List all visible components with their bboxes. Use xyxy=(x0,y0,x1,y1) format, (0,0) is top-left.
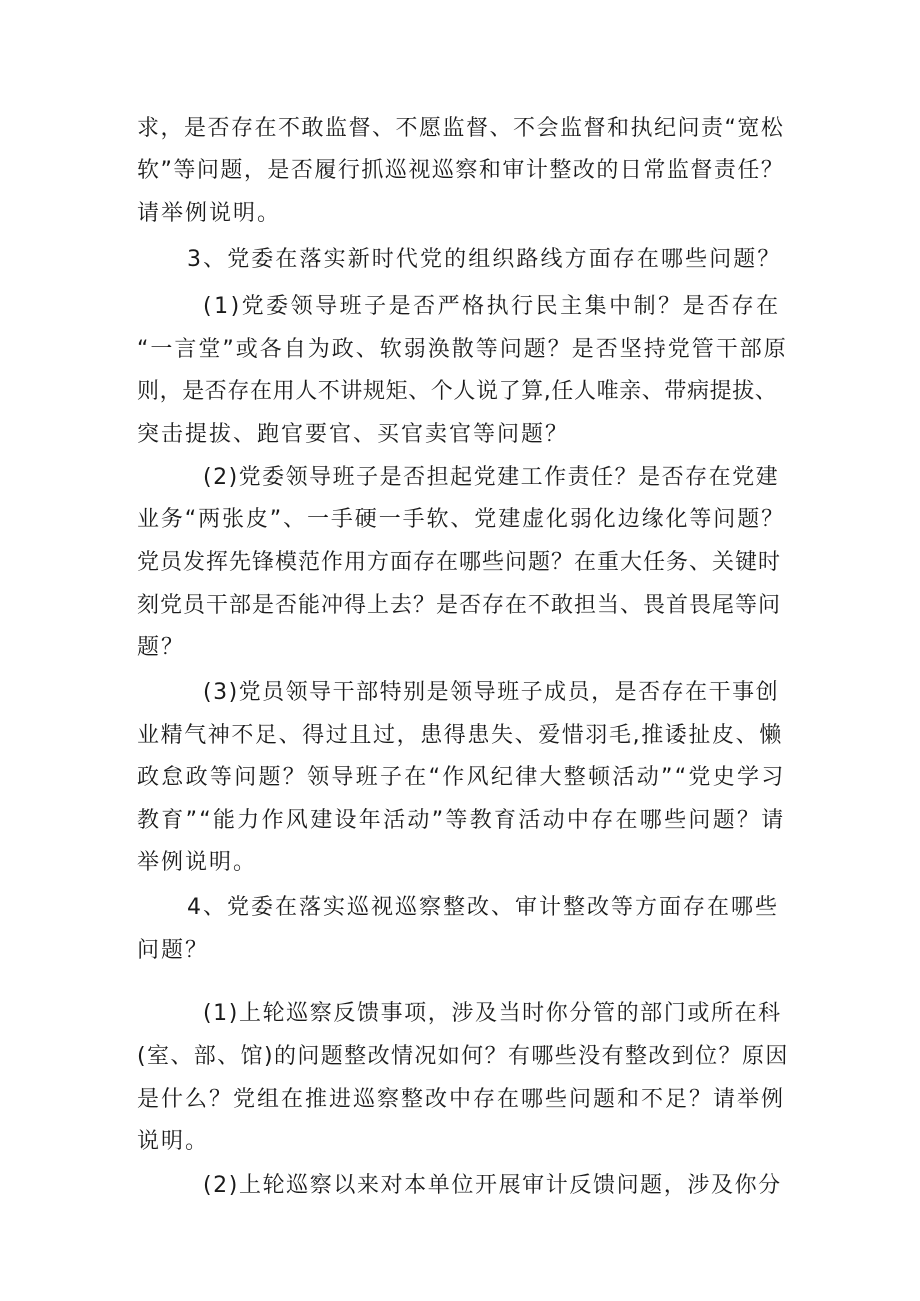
text-line: (1)上轮巡察反馈事项，涉及当时你分管的部门或所在科 xyxy=(203,1001,782,1026)
text-line: 举例说明。 xyxy=(137,850,258,875)
text-line: (1)党委领导班子是否严格执行民主集中制？是否存在 xyxy=(203,294,781,319)
text-line: 是什么？党组在推进巡察整改中存在哪些问题和不足？请举例 xyxy=(137,1087,786,1112)
text-line: (2)党委领导班子是否担起党建工作责任？是否存在党建 xyxy=(203,465,780,490)
text-line: 软”等问题，是否履行抓巡视巡察和审计整改的日常监督责任？ xyxy=(137,158,785,183)
text-line: 问题？ xyxy=(137,938,210,963)
text-line: 党员发挥先锋模范作用方面存在哪些问题？在重大任务、关键时 xyxy=(137,550,782,575)
text-line: 业务“两张皮”、一手硬一手软、党建虚化弱化边缘化等问题？ xyxy=(137,507,785,532)
text-line: 刻党员干部是否能冲得上去？是否存在不敢担当、畏首畏尾等问 xyxy=(137,593,782,618)
section-heading: 3、党委在落实新时代党的组织路线方面存在哪些问题？ xyxy=(187,247,782,272)
text-line: 说明。 xyxy=(137,1129,210,1154)
text-line: 则，是否存在用人不讲规矩、个人说了算,任人唯亲、带病提拔、 xyxy=(137,379,778,404)
text-line: (2)上轮巡察以来对本单位开展审计反馈问题，涉及你分 xyxy=(203,1173,782,1198)
text-line: 突击提拔、跑官要官、买官卖官等问题？ xyxy=(137,422,570,447)
text-line: 教育”“能力作风建设年活动”等教育活动中存在哪些问题？请 xyxy=(137,808,786,833)
text-line: 业精气神不足、得过且过，患得患失、爱惜羽毛,推诿扯皮、懒 xyxy=(137,723,783,748)
text-line: (室、部、馆)的问题整改情况如何？有哪些没有整改到位？原因 xyxy=(137,1044,789,1069)
text-line: “一言堂”或各自为政、软弱涣散等问题？是否坚持党管干部原 xyxy=(137,337,788,362)
text-line: 政怠政等问题？领导班子在“作风纪律大整顿活动”“党史学习 xyxy=(137,765,786,790)
text-line: 题？ xyxy=(137,635,186,660)
section-heading: 4、党委在落实巡视巡察整改、审计整改等方面存在哪些 xyxy=(187,895,779,920)
text-line: 求，是否存在不敢监督、不愿监督、不会监督和执纪问责“宽松 xyxy=(137,116,785,141)
text-line: (3)党员领导干部特别是领导班子成员，是否存在干事创 xyxy=(203,680,780,705)
text-line: 请举例说明。 xyxy=(137,201,282,226)
